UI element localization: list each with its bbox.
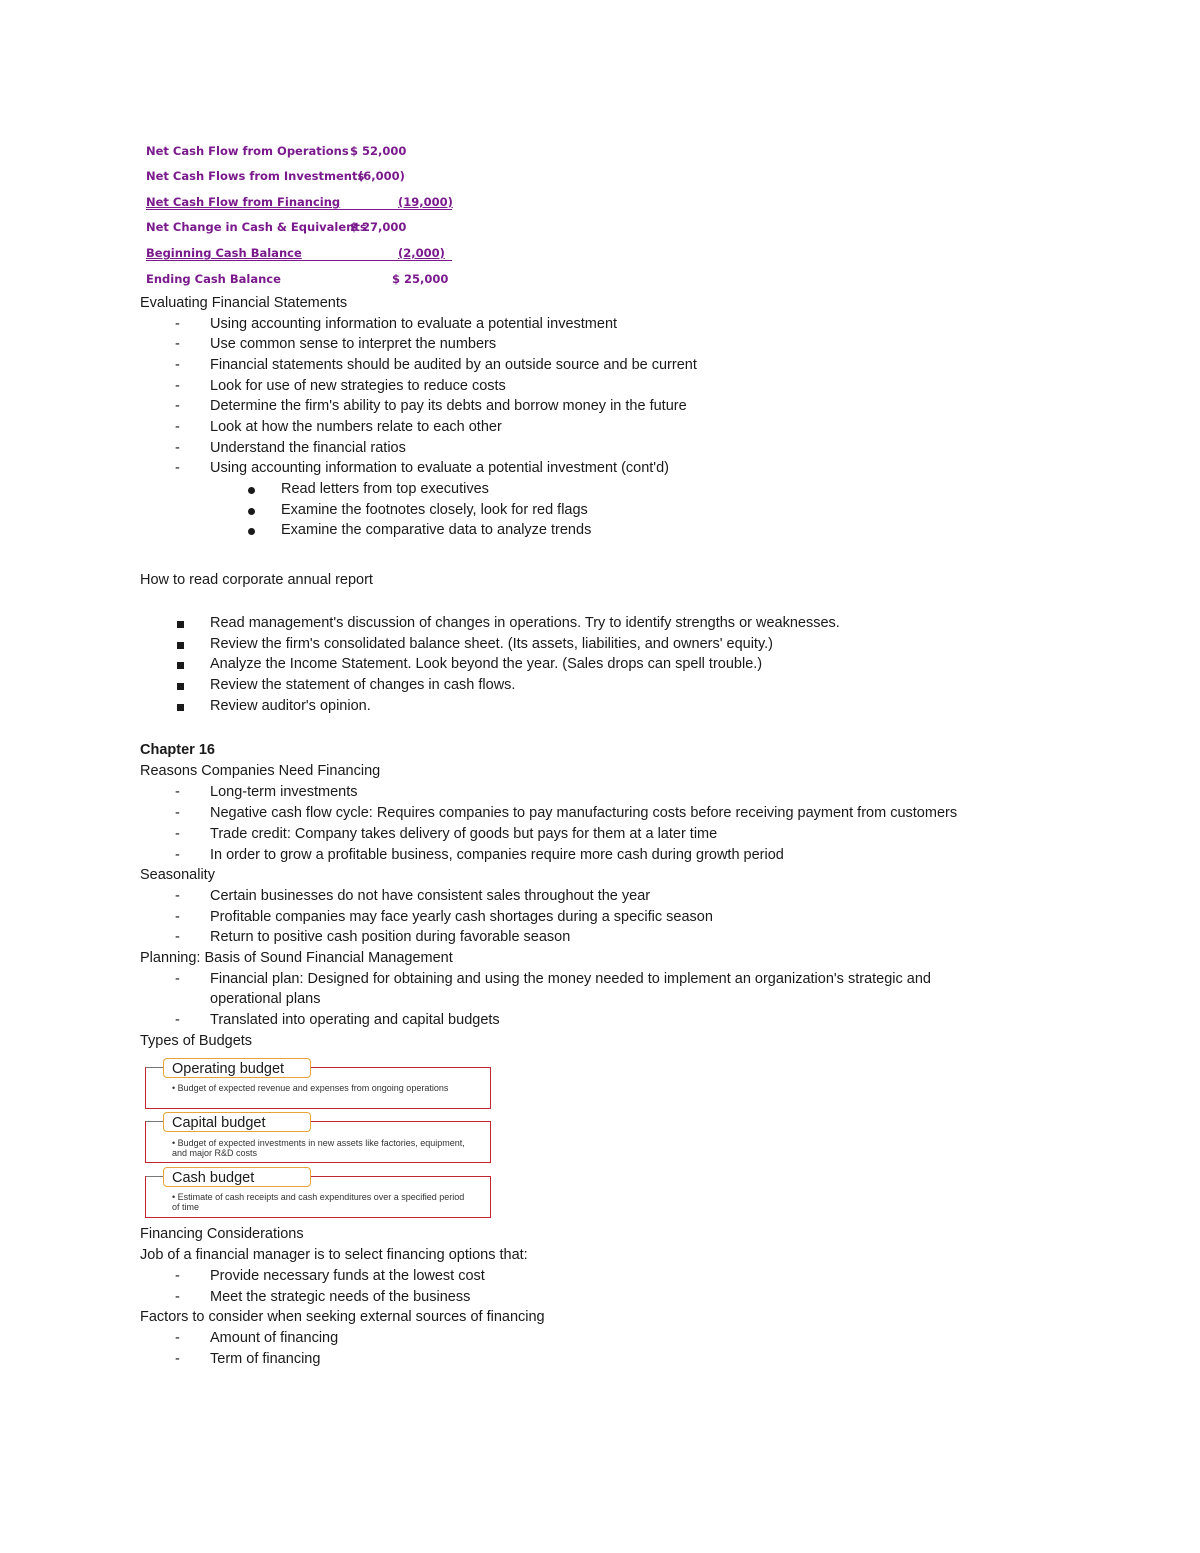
list-item: Use common sense to interpret the numbers (210, 336, 497, 352)
list-item: Using accounting information to evaluate a potential investment (cont'd) (210, 460, 669, 476)
list-item-continued: operational plans (210, 991, 321, 1007)
list-item: Financial plan: Designed for obtaining and using the money needed to implement an organization's strategic and (210, 971, 931, 987)
dash-bullet: - (175, 847, 180, 863)
square-bullet (177, 621, 184, 628)
dash-bullet: - (175, 336, 180, 352)
list-item: Amount of financing (210, 1330, 339, 1346)
list-item: Long-term investments (210, 784, 358, 800)
list-item: Return to positive cash position during favorable season (210, 929, 571, 945)
sub-list-item: Examine the footnotes closely, look for red flags (281, 502, 588, 518)
list-item: Trade credit: Company takes delivery of goods but pays for them at a later time (210, 826, 718, 842)
section-heading: Planning: Basis of Sound Financial Management (140, 950, 453, 966)
operating-budget-title: Operating budget (163, 1058, 311, 1078)
section-heading: Evaluating Financial Statements (140, 295, 348, 311)
list-item: Review the statement of changes in cash flows. (210, 677, 516, 693)
dash-bullet: - (175, 419, 180, 435)
list-item: Provide necessary funds at the lowest cost (210, 1268, 485, 1284)
cash-flow-label: Net Cash Flows from Investments (146, 169, 365, 183)
dash-bullet: - (175, 378, 180, 394)
dash-bullet: - (175, 357, 180, 373)
section-heading: How to read corporate annual report (140, 572, 373, 588)
round-bullet (248, 487, 255, 494)
cash-budget-title: Cash budget (163, 1167, 311, 1187)
dash-bullet: - (175, 971, 180, 987)
operating-budget-desc: • Budget of expected revenue and expenses from ongoing operations (172, 1083, 449, 1093)
cash-flow-value: (6,000) (358, 169, 405, 183)
dash-bullet: - (175, 784, 180, 800)
cash-flow-value: $ 27,000 (350, 220, 407, 234)
cash-flow-label: Net Cash Flow from Operations (146, 144, 349, 158)
dash-bullet: - (175, 909, 180, 925)
connector-line (146, 1121, 163, 1122)
section-subheading: Job of a financial manager is to select financing options that: (140, 1247, 528, 1263)
round-bullet (248, 528, 255, 535)
list-item: Translated into operating and capital budgets (210, 1012, 500, 1028)
cash-budget-desc: • Estimate of cash receipts and cash expenditures over a specified period of time (172, 1192, 465, 1212)
cash-flow-label: Beginning Cash Balance (146, 246, 302, 260)
cash-flow-label: Ending Cash Balance (146, 272, 281, 286)
list-item: Certain businesses do not have consistent sales throughout the year (210, 888, 651, 904)
dash-bullet: - (175, 1268, 180, 1284)
dash-bullet: - (175, 460, 180, 476)
dash-bullet: - (175, 1330, 180, 1346)
cash-flow-value: (2,000) (398, 246, 445, 260)
dash-bullet: - (175, 316, 180, 332)
sub-list-item: Read letters from top executives (281, 481, 489, 497)
square-bullet (177, 704, 184, 711)
section-heading: Reasons Companies Need Financing (140, 763, 381, 779)
cash-flow-value: (19,000) (398, 195, 453, 209)
list-item: In order to grow a profitable business, companies require more cash during growth period (210, 847, 784, 863)
cash-flow-value: $ 52,000 (350, 144, 407, 158)
dash-bullet: - (175, 398, 180, 414)
dash-bullet: - (175, 826, 180, 842)
cash-flow-value: $ 25,000 (392, 272, 449, 286)
list-item: Determine the firm's ability to pay its debts and borrow money in the future (210, 398, 687, 414)
list-item: Understand the financial ratios (210, 440, 406, 456)
capital-budget-desc: • Budget of expected investments in new assets like factories, equipment, and major R&D costs (172, 1138, 465, 1158)
cash-flow-label: Net Cash Flow from Financing (146, 195, 341, 209)
chapter-title: Chapter 16 (140, 742, 215, 758)
capital-budget-title: Capital budget (163, 1112, 311, 1132)
round-bullet (248, 508, 255, 515)
connector-line (146, 1176, 163, 1177)
list-item: Using accounting information to evaluate a potential investment (210, 316, 618, 332)
list-item: Review auditor's opinion. (210, 698, 371, 714)
dash-bullet: - (175, 1289, 180, 1305)
list-item: Term of financing (210, 1351, 321, 1367)
list-item: Negative cash flow cycle: Requires companies to pay manufacturing costs before receiving payment from customers (210, 805, 958, 821)
dash-bullet: - (175, 1012, 180, 1028)
section-heading: Seasonality (140, 867, 215, 883)
square-bullet (177, 642, 184, 649)
list-item: Analyze the Income Statement. Look beyond the year. (Sales drops can spell trouble.) (210, 656, 763, 672)
list-item: Look at how the numbers relate to each other (210, 419, 502, 435)
dash-bullet: - (175, 888, 180, 904)
cash-flow-label: Net Change in Cash & Equivalents (146, 220, 367, 234)
section-subheading: Factors to consider when seeking external sources of financing (140, 1309, 545, 1325)
list-item: Profitable companies may face yearly cash shortages during a specific season (210, 909, 713, 925)
sub-list-item: Examine the comparative data to analyze trends (281, 522, 592, 538)
section-heading: Financing Considerations (140, 1226, 304, 1242)
list-item: Look for use of new strategies to reduce costs (210, 378, 506, 394)
section-heading: Types of Budgets (140, 1033, 253, 1049)
square-bullet (177, 662, 184, 669)
dash-bullet: - (175, 929, 180, 945)
connector-line (146, 1067, 163, 1068)
list-item: Review the firm's consolidated balance sheet. (Its assets, liabilities, and owners' equity.) (210, 636, 773, 652)
dash-bullet: - (175, 1351, 180, 1367)
list-item: Meet the strategic needs of the business (210, 1289, 471, 1305)
dash-bullet: - (175, 440, 180, 456)
dash-bullet: - (175, 805, 180, 821)
list-item: Read management's discussion of changes in operations. Try to identify strengths or weaknesses. (210, 615, 840, 631)
list-item: Financial statements should be audited by an outside source and be current (210, 357, 697, 373)
square-bullet (177, 683, 184, 690)
